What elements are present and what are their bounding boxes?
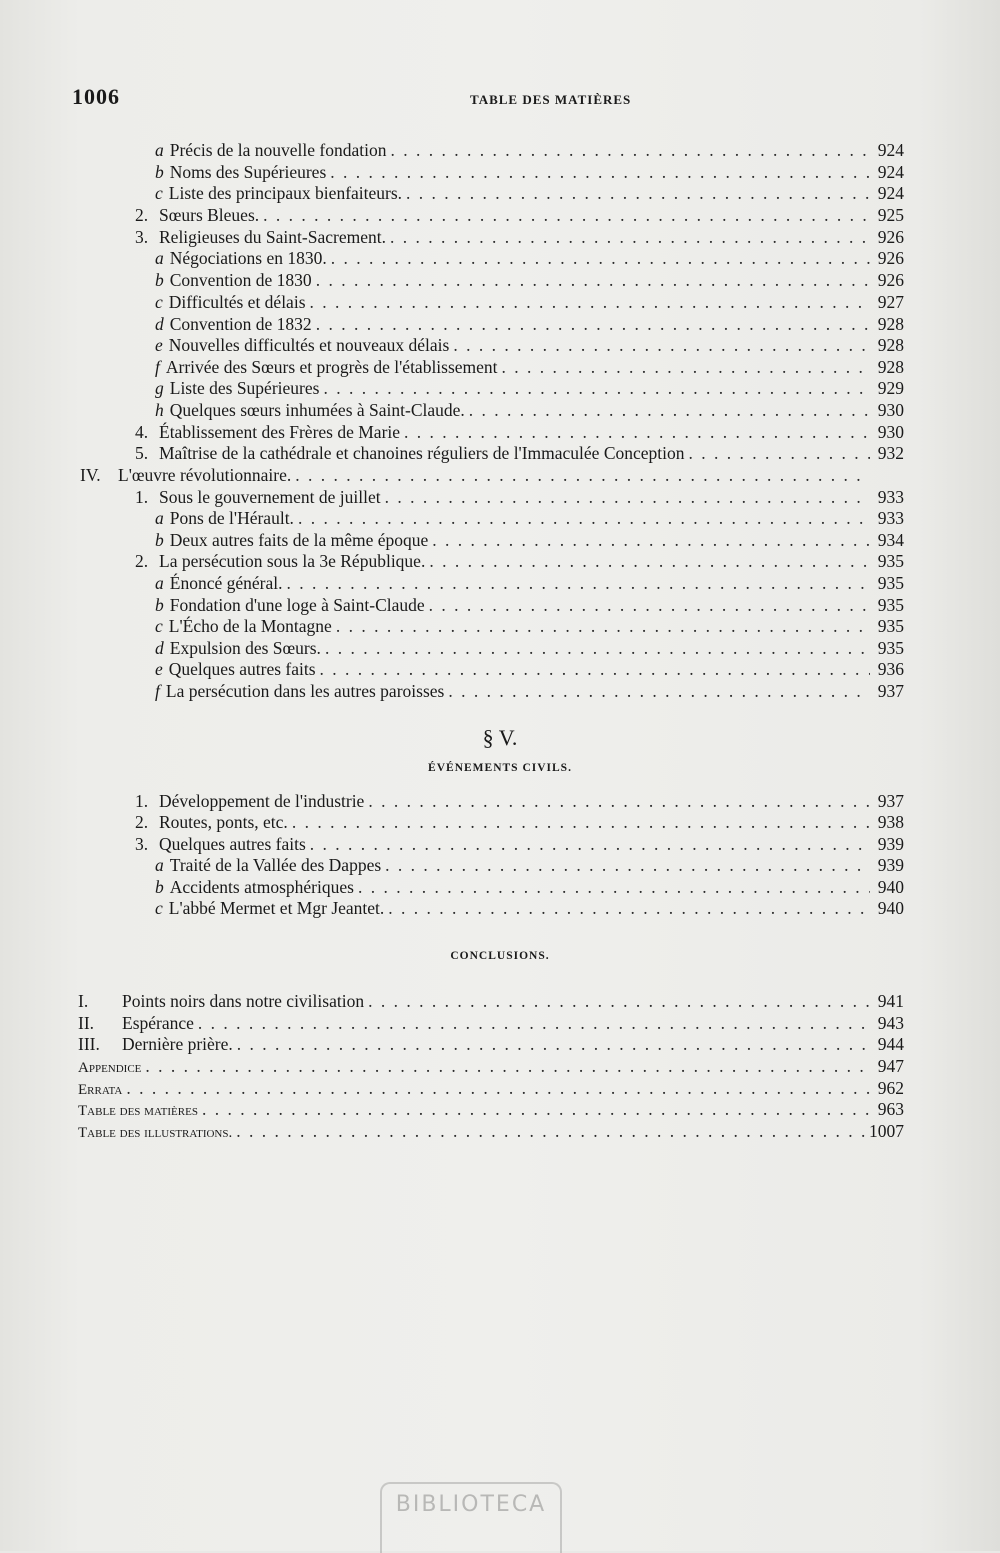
toc-entry[interactable] [155,313,904,335]
entry-page: 932 [877,443,904,463]
entry-letter: g [155,378,164,398]
dot-leader [310,833,870,855]
entry-text: Noms des Supérieures [169,162,327,182]
toc-entry[interactable] [155,658,904,680]
entry-page: 941 [877,991,904,1011]
section-subheading: ÉVÉNEMENTS CIVILS. [428,762,572,774]
entry-page: 928 [877,314,904,334]
stamp-text: BIBLIOTECA [395,1492,547,1517]
entry-letter: b [155,877,164,897]
entry-text: L'œuvre révolutionnaire. [118,465,292,485]
dot-leader [469,399,870,421]
entry-text: Quelques autres faits [168,659,316,679]
dot-leader [448,680,870,702]
dot-leader [316,313,870,335]
entry-page: 935 [877,616,904,636]
entry-letter: c [155,616,163,636]
entry-number: III. [78,1034,100,1054]
toc-entry[interactable] [135,790,904,812]
entry-number: 3. [135,227,149,247]
toc-entry[interactable] [78,1012,904,1034]
dot-leader [316,269,870,291]
dot-leader [358,876,870,898]
entry-page: 947 [877,1056,904,1076]
entry-page: 935 [877,638,904,658]
dot-leader [126,1077,870,1099]
library-stamp [380,1482,562,1553]
entry-text: Deux autres faits de la même époque [169,530,429,550]
toc-entry[interactable] [135,550,904,572]
entry-number: I. [78,991,89,1011]
entry-text: Liste des principaux bienfaiteurs. [168,183,403,203]
dot-leader [286,572,870,594]
dot-leader [391,139,871,161]
dot-leader [263,204,870,226]
toc-entry[interactable] [78,1098,904,1120]
entry-number: 4. [135,422,149,442]
toc-entry[interactable] [155,572,904,594]
toc-entry[interactable] [135,204,904,226]
dot-leader [453,334,870,356]
entry-text: La persécution dans les autres paroisses [165,681,445,701]
entry-page: 962 [877,1078,904,1098]
entry-number: IV. [80,465,101,485]
toc-entry[interactable] [155,399,904,421]
toc-entry[interactable] [155,594,904,616]
entry-text: Énoncé général. [169,573,283,593]
dot-leader [325,637,870,659]
toc-entry[interactable] [78,1120,904,1142]
entry-text: La persécution sous la 3e République. [159,551,426,571]
dot-leader [298,507,870,529]
entry-letter: a [155,140,164,160]
entry-text: Précis de la nouvelle fondation [169,140,387,160]
entry-page: 938 [877,812,904,832]
dot-leader [198,1012,870,1034]
entry-page: 935 [877,573,904,593]
entry-text: Développement de l'industrie [159,791,365,811]
entry-number: 5. [135,443,149,463]
entry-page: 933 [877,508,904,528]
toc-entry[interactable] [78,1055,904,1077]
entry-number: 3. [135,834,149,854]
dot-leader [310,291,871,313]
entry-text: Sous le gouvernement de juillet [159,487,381,507]
dot-leader [202,1098,870,1120]
entry-text: Errata [78,1082,123,1098]
toc-entry[interactable] [155,507,904,529]
toc-entry[interactable] [155,356,904,378]
dot-leader [390,226,870,248]
entry-letter: e [155,335,163,355]
toc-entry[interactable] [155,529,904,551]
entry-letter: a [155,855,164,875]
toc-entry[interactable] [135,811,904,833]
entry-text: Espérance [122,1013,194,1033]
entry-letter: d [155,638,164,658]
dot-leader [429,550,870,572]
entry-letter: e [155,659,163,679]
toc-entry[interactable] [155,269,904,291]
toc-entry[interactable] [155,291,904,313]
entry-letter: a [155,573,164,593]
dot-leader [406,182,870,204]
dot-leader [404,421,870,443]
entry-letter: b [155,162,164,182]
toc-entry[interactable] [155,182,904,204]
entry-page: 926 [877,270,904,290]
entry-letter: f [155,357,160,377]
dot-leader [292,811,870,833]
entry-page: 933 [877,487,904,507]
toc-entry[interactable] [135,442,904,464]
entry-text: Pons de l'Hérault. [169,508,294,528]
entry-page: 930 [877,400,904,420]
dot-leader [336,615,870,637]
dot-leader [368,790,870,812]
entry-number: 2. [135,205,149,225]
toc-entry[interactable] [155,247,904,269]
toc-entry[interactable] [155,139,904,161]
entry-letter: b [155,595,164,615]
dot-leader [432,529,870,551]
entry-text: Routes, ponts, etc. [159,812,288,832]
dot-leader [385,486,870,508]
dot-leader [145,1055,870,1077]
entry-letter: b [155,270,164,290]
toc-entry[interactable] [155,377,904,399]
entry-text: Appendice [78,1060,142,1076]
entry-page: 924 [877,183,904,203]
entry-text: Négociations en 1830. [169,248,327,268]
entry-page: 939 [877,834,904,854]
entry-text: Convention de 1832 [169,314,312,334]
entry-text: Points noirs dans notre civilisation [122,991,365,1011]
entry-text: Table des illustrations. [78,1125,233,1141]
dot-leader [323,377,870,399]
entry-page: 934 [877,530,904,550]
entry-page: 927 [877,292,904,312]
toc-entry[interactable] [155,876,904,898]
dot-leader [295,464,870,486]
dot-leader [689,442,870,464]
entry-page: 940 [877,898,904,918]
entry-text: Quelques autres faits [159,834,306,854]
entry-letter: b [155,530,164,550]
entry-text: Liste des Supérieures [169,378,320,398]
toc-entry[interactable] [155,854,904,876]
entry-page: 930 [877,422,904,442]
dot-leader [331,247,870,269]
dot-leader [236,1120,865,1142]
entry-page: 936 [877,659,904,679]
entry-letter: c [155,183,163,203]
entry-number: 2. [135,551,149,571]
section-heading: § V. [482,725,518,750]
entry-letter: c [155,292,163,312]
entry-text: Table des matières [78,1103,198,1119]
entry-page: 926 [877,227,904,247]
dot-leader [368,990,870,1012]
toc-entry[interactable] [135,833,904,855]
toc-entry[interactable] [135,486,904,508]
toc-entry[interactable] [155,897,904,919]
entry-page: 937 [877,791,904,811]
conclusions-heading: CONCLUSIONS. [450,950,550,962]
entry-text: Fondation d'une loge à Saint-Claude [169,595,425,615]
entry-page: 924 [877,140,904,160]
entry-text: Établissement des Frères de Marie [159,422,401,442]
entry-number: II. [78,1013,95,1033]
entry-page: 937 [877,681,904,701]
entry-text: Religieuses du Saint-Sacrement. [159,227,386,247]
toc-entry[interactable] [155,680,904,702]
entry-page: 929 [877,378,904,398]
entry-number: 2. [135,812,149,832]
entry-page: 935 [877,595,904,615]
entry-page: 939 [877,855,904,875]
entry-text: L'Écho de la Montagne [168,616,332,636]
entry-page: 940 [877,877,904,897]
dot-leader [330,161,870,183]
entry-number: 1. [135,487,149,507]
entry-page: 925 [877,205,904,225]
entry-text: Accidents atmosphériques [169,877,354,897]
toc-entry[interactable] [155,334,904,356]
entry-page: 926 [877,248,904,268]
dot-leader [388,897,870,919]
entry-letter: d [155,314,164,334]
entry-text: Nouvelles difficultés et nouveaux délais [168,335,450,355]
entry-page: 924 [877,162,904,182]
toc-entry[interactable] [78,1077,904,1099]
entry-letter: a [155,508,164,528]
entry-text: L'abbé Mermet et Mgr Jeantet. [168,898,385,918]
toc-entry[interactable] [155,637,904,659]
entry-page: 935 [877,551,904,571]
entry-letter: f [155,681,160,701]
entry-page: 1007 [869,1121,904,1141]
entry-text: Sœurs Bleues. [159,205,260,225]
toc-entry[interactable] [135,421,904,443]
entry-text: Dernière prière. [122,1034,233,1054]
entry-letter: h [155,400,164,420]
entry-page: 963 [877,1099,904,1119]
entry-text: Traité de la Vallée des Dappes [169,855,382,875]
page-header [72,84,904,114]
dot-leader [502,356,870,378]
entry-page: 928 [877,335,904,355]
entry-text: Quelques sœurs inhumées à Saint-Claude. [169,400,465,420]
toc-entry[interactable] [78,1033,904,1055]
dot-leader [320,658,870,680]
entry-letter: a [155,248,164,268]
entry-number: 1. [135,791,149,811]
entry-text: Difficultés et délais [168,292,306,312]
toc-entry[interactable] [135,226,904,248]
running-title: TABLE DES MATIÈRES [470,92,632,107]
toc-entry[interactable] [78,990,904,1012]
page-number: 1006 [72,84,120,109]
entry-page: 944 [877,1034,904,1054]
entry-page: 943 [877,1013,904,1033]
dot-leader [385,854,870,876]
entry-text: Maîtrise de la cathédrale et chanoines réguliers de l'Immaculée Conception [159,443,685,463]
toc-entry[interactable] [155,161,904,183]
dot-leader [429,594,870,616]
toc-entry[interactable] [155,615,904,637]
entry-letter: c [155,898,163,918]
toc-entry[interactable] [80,464,904,486]
dot-leader [237,1033,870,1055]
entry-text: Expulsion des Sœurs. [169,638,321,658]
entry-text: Arrivée des Sœurs et progrès de l'établissement [165,357,498,377]
entry-text: Convention de 1830 [169,270,312,290]
entry-page: 928 [877,357,904,377]
